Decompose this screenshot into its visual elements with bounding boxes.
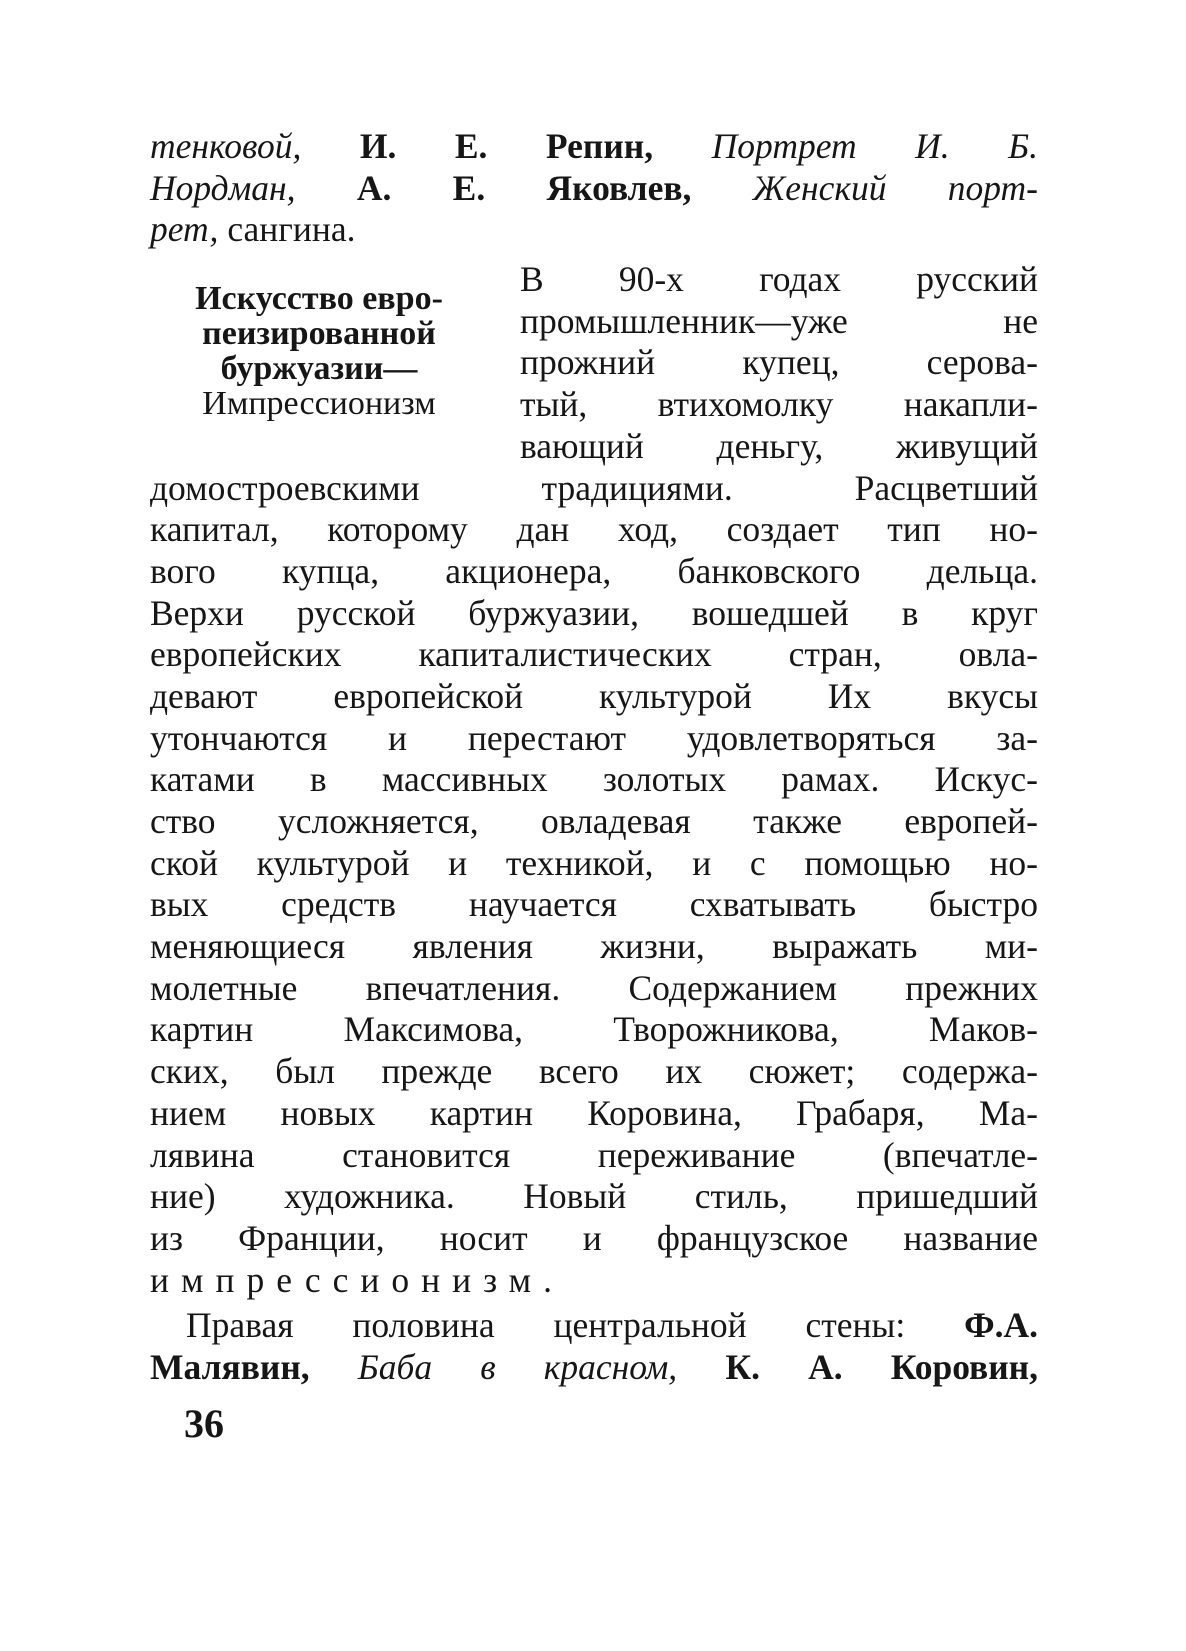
text-block xyxy=(150,126,1038,1389)
paragraph-line: ство усложняется, овладевая также европей- xyxy=(150,801,1038,841)
caption-line-1 xyxy=(150,126,1038,168)
paragraph-line-last: импрессионизм. xyxy=(150,1259,564,1300)
paragraph-line: вых средств научается схватывать быстро xyxy=(150,884,1038,925)
bottom-caption-line-1 xyxy=(150,1305,1038,1347)
paragraph-line: В 90-х годах русский xyxy=(520,259,1038,300)
page-number: 36 xyxy=(184,1401,224,1446)
paragraph-line: ских, был прежде всего их сюжет; содержа- xyxy=(150,1051,1038,1092)
paragraph-line: капитал, которому дан ход, создает тип но- xyxy=(150,509,1038,550)
paragraph-line: тый, втихомолку накапли- xyxy=(520,384,1038,425)
paragraph-line: европейских капиталистических стран, овла- xyxy=(150,634,1038,675)
paragraph-line: ской культурой и техникой, и с помощью но- xyxy=(150,842,1038,883)
artwork-title: рет, xyxy=(150,209,219,250)
section xyxy=(150,259,1038,1301)
paragraph-line: промышленник—уже не xyxy=(520,300,1038,341)
heading-line: Импрессионизм xyxy=(202,385,436,423)
paragraph-line: прожний купец, серова- xyxy=(520,342,1038,383)
paragraph-line: молетные впечатления. Содержанием прежних xyxy=(150,967,1038,1008)
artist-initials: Ф.А. xyxy=(964,1305,1038,1346)
heading-line: буржуазии— xyxy=(220,350,418,388)
artwork-title: Баба в красном, xyxy=(357,1346,678,1387)
caption-line-2 xyxy=(150,168,1038,210)
paragraph-line: катами в массивных золотых рамах. Искус- xyxy=(150,759,1038,800)
heading-line: Искусство евро- xyxy=(195,280,443,318)
caption-text: тенковой, xyxy=(150,126,302,166)
artist-name: Малявин, xyxy=(150,1346,310,1387)
artwork-title: Портрет И. Б. xyxy=(711,126,1038,166)
artist-name: И. Е. Репин, xyxy=(359,126,654,166)
paragraph-line: ние) художника. Новый стиль, пришедший xyxy=(150,1176,1038,1217)
paragraph-line: утончаются и перестают удовлетворяться за- xyxy=(150,717,1038,758)
paragraph-line: из Франции, носит и французское название xyxy=(150,1217,1038,1258)
artwork-title: Женский порт- xyxy=(752,167,1038,208)
bottom-caption-line-2 xyxy=(150,1347,1038,1389)
paragraph-line: картин Максимова, Творожникова, Маков- xyxy=(150,1009,1038,1050)
paragraph-line: вающий деньгу, живущий xyxy=(520,425,1038,466)
caption-line-3 xyxy=(150,209,1038,251)
paragraph-line: лявина становится переживание (впечатле- xyxy=(150,1134,1038,1175)
paragraph-line: нием новых картин Коровина, Грабаря, Ма- xyxy=(150,1092,1038,1133)
artist-name: А. Е. Яковлев, xyxy=(356,167,692,208)
paragraph-line: домостроевскими традициями. Расцветший xyxy=(150,467,1038,508)
caption-text: Правая половина центральной стены: xyxy=(186,1305,906,1346)
heading-line: пеизированной xyxy=(202,315,436,353)
artist-name: К. А. Коровин, xyxy=(725,1346,1039,1387)
paragraph-line: девают европейской культурой Их вкусы xyxy=(150,675,1038,716)
section-heading xyxy=(150,281,488,421)
artwork-title: Нордман, xyxy=(150,167,296,208)
paragraph-line: Верхи русской буржуазии, вошедшей в круг xyxy=(150,592,1038,633)
paragraph-line: вого купца, акционера, банковского дельца. xyxy=(150,550,1038,591)
paragraph-line: меняющиеся явления жизни, выражать ми- xyxy=(150,926,1038,967)
medium-text: сангина. xyxy=(227,209,356,250)
